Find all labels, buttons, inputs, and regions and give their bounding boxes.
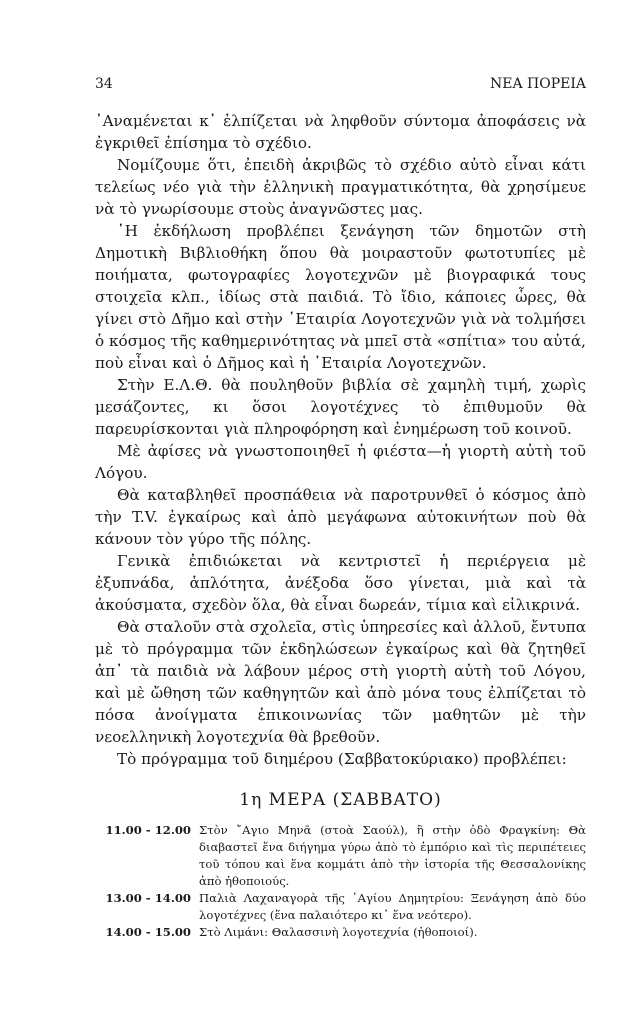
journal-title: ΝΕΑ ΠΟΡΕΙΑ	[490, 76, 586, 92]
schedule-description: Παλιὰ Λαχαναγορὰ τῆς ῾Αγίου Δημητρίου: Ξενάγηση ἀπὸ δύο λογοτέχνες (ἕνα παλαιότερο κι᾽ ἕνα νεότερο).	[199, 891, 586, 922]
schedule-time: 11.00 - 12.00	[105, 823, 191, 837]
page-header	[95, 76, 586, 92]
schedule-description: Στὸ Λιμάνι: Θαλασσινὴ λογοτεχνία (ἠθοποιοί).	[199, 925, 478, 939]
paragraph: Θὰ σταλοῦν στὰ σχολεῖα, στὶς ὑπηρεσίες καὶ ἀλλοῦ, ἔντυπα μὲ τὸ πρόγραμμα τῶν ἐκδηλώσεων ἐγκαίρως καὶ θὰ ζητηθεῖ ἀπ᾽ τὰ παιδιὰ νὰ λάβουν μέρος στὴ γιορτὴ αὐτὴ τοῦ Λόγου, καὶ μὲ ὤθηση τῶν καθηγητῶν καὶ ἀπὸ μόνα τους ἐλπίζεται τὸ πόσα ἀνοίγματα ἐπικοινωνίας τῶν μαθητῶν μὲ τὴν νεοελληνικὴ λογοτεχνία θὰ βρεθοῦν.	[95, 618, 586, 746]
paragraph: ᾽Αναμένεται κ᾽ ἐλπίζεται νὰ ληφθοῦν σύντομα ἀποφάσεις νὰ ἐγκριθεῖ ἐπίσημα τὸ σχέδιο.	[95, 112, 586, 152]
schedule-list	[103, 822, 586, 941]
paragraph: Θὰ καταβληθεῖ προσπάθεια νὰ παροτρυνθεῖ ὁ κόσμος ἀπὸ τὴν T.V. ἐγκαίρως καὶ ἀπὸ μεγάφωνα αὐτοκινήτων ποὺ θὰ κάνουν τὸν γύρο τῆς πόλης.	[95, 486, 586, 548]
schedule-time: 13.00 - 14.00	[105, 891, 191, 905]
schedule-description: Στὸν ῎Αγιο Μηνᾶ (στοὰ Σαούλ), ἢ στὴν ὁδὸ Φραγκίνη: Θὰ διαβαστεῖ ἕνα διήγημα γύρω ἀπὸ τὸ ἐμπόριο καὶ τὶς περιπέτειες τοῦ τόπου καὶ ἕνα κομμάτι ἀπὸ τὴν ἱστορία τῆς Θεσσαλονίκης ἀπὸ ἠθοποιούς.	[199, 823, 586, 888]
paragraph: Γενικὰ ἐπιδιώκεται νὰ κεντριστεῖ ἡ περιέργεια μὲ ἐξυπνάδα, ἁπλότητα, ἀνέξοδα ὅσο γίνεται, μιὰ καὶ τὰ ἀκούσματα, σχεδὸν ὅλα, θὰ εἶναι δωρεάν, τίμια καὶ εἰλικρινά.	[95, 552, 586, 614]
paragraph: Μὲ ἀφίσες νὰ γνωστοποιηθεῖ ἡ φιέστα—ἡ γιορτὴ αὐτὴ τοῦ Λόγου.	[95, 442, 586, 482]
article-body	[95, 110, 586, 770]
schedule-item	[103, 924, 586, 941]
paragraph: Νομίζουμε ὅτι, ἐπειδὴ ἀκριβῶς τὸ σχέδιο αὐτὸ εἶναι κάτι τελείως νέο γιὰ τὴν ἑλληνικὴ πραγματικότητα, θὰ χρησίμευε νὰ τὸ γνωρίσουμε στοὺς ἀναγνῶστες μας.	[95, 156, 586, 218]
schedule-item	[103, 822, 586, 890]
schedule-time: 14.00 - 15.00	[105, 925, 191, 939]
paragraph: ῾Η ἐκδήλωση προβλέπει ξενάγηση τῶν δημοτῶν στὴ Δημοτικὴ Βιβλιοθήκη ὅπου θὰ μοιραστοῦν φωτοτυπίες μὲ ποιήματα, φωτογραφίες λογοτεχνῶν μὲ βιογραφικά τους στοιχεῖα κλπ., ἰδίως στὰ παιδιά. Τὸ ἴδιο, κάποιες ὧρες, θὰ γίνει στὸ Δῆμο καὶ στὴν ῾Εταιρία Λογοτεχνῶν γιὰ νὰ τολμήσει ὁ κόσμος τῆς καθημερινότητας νὰ μπεῖ στὰ «σπίτια» του αὐτά, ποὺ εἶναι καὶ ὁ Δῆμος καὶ ἡ ῾Εταιρία Λογοτεχνῶν.	[95, 222, 586, 372]
paragraph: Στὴν Ε.Λ.Θ. θὰ πουληθοῦν βιβλία σὲ χαμηλὴ τιμή, χωρὶς μεσάζοντες, κι ὅσοι λογοτέχνες τὸ ἐπιθυμοῦν θὰ παρευρίσκονται γιὰ πληροφόρηση καὶ ἐνημέρωση τοῦ κοινοῦ.	[95, 376, 586, 438]
page-number: 34	[95, 76, 113, 92]
section-heading: 1η ΜΕΡΑ (ΣΑΒΒΑΤΟ)	[239, 790, 442, 810]
paragraph: Τὸ πρόγραμμα τοῦ διημέρου (Σαββατοκύριακο) προβλέπει:	[117, 750, 567, 768]
schedule-item	[103, 890, 586, 924]
